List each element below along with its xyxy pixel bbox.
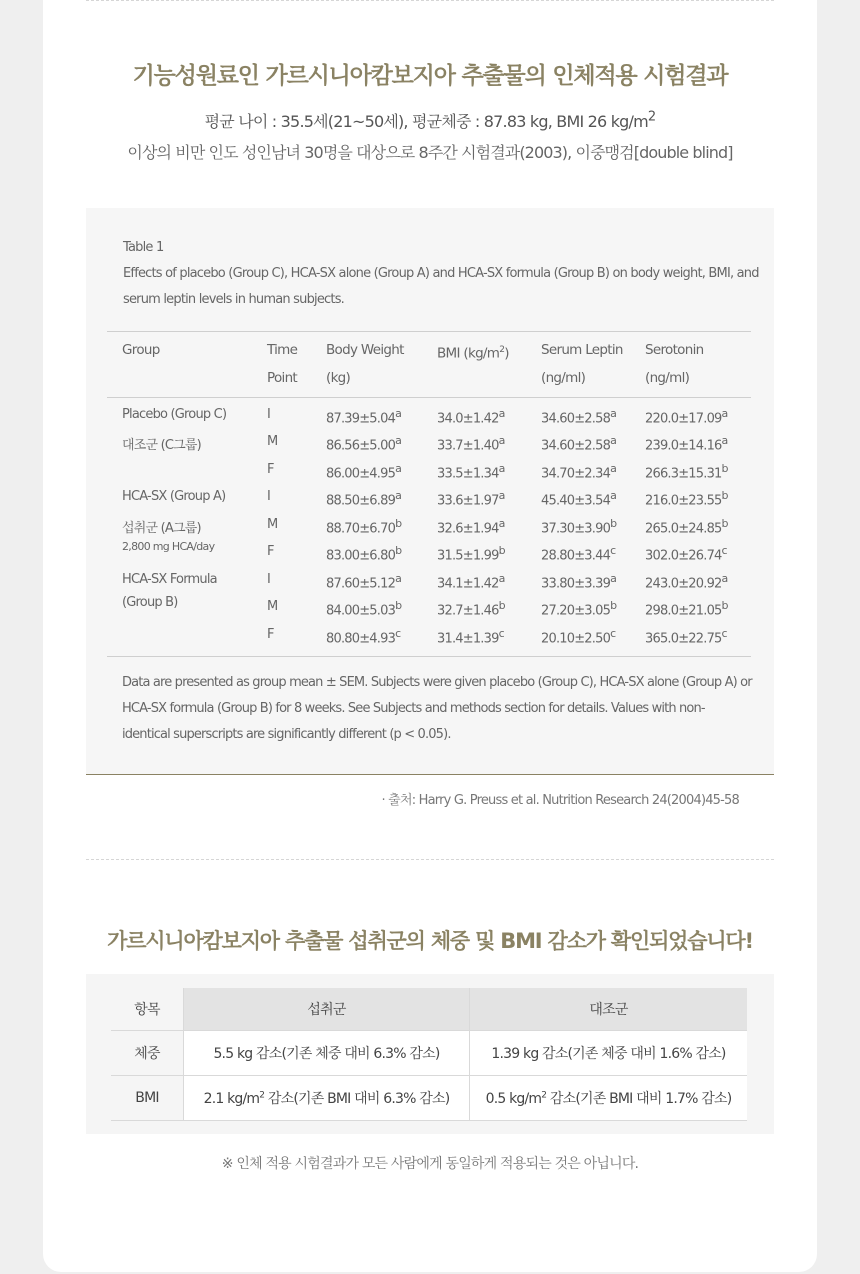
header-line: ) (504, 345, 509, 362)
cell-value: 87.60±5.12 (326, 576, 396, 592)
group-label: HCA-SX (Group A) (122, 489, 226, 504)
table-note: Data are presented as group mean ± SEM. Subjects were given placebo (Group C), HCA-SX alone (Group A) or HCA-SX formula (Group B) for 8 weeks. See Subjects and methods section for details. Values with non-identical superscripts are significantly different (p < 0.05). (122, 675, 752, 742)
bmi-cell (437, 544, 505, 563)
cell-value: 33.80±3.39 (541, 576, 611, 592)
cell-value: 32.6±1.94 (437, 521, 499, 537)
significance-superscript: a (498, 407, 505, 420)
significance-superscript: b (721, 599, 728, 612)
significance-superscript: a (498, 572, 505, 585)
significance-superscript: b (395, 599, 402, 612)
superscript: 2 (259, 1090, 265, 1101)
comparison-panel (86, 974, 774, 1134)
top-divider (86, 0, 774, 1)
header-line: (ng/ml) (541, 370, 586, 386)
table-row (111, 1031, 747, 1076)
value-part: 0.5 kg/m (485, 1091, 542, 1107)
cell-value: 32.7±1.46 (437, 603, 499, 619)
significance-superscript: b (721, 489, 728, 502)
significance-superscript: b (498, 599, 505, 612)
significance-superscript: a (395, 434, 402, 447)
cell-value: 365.0±22.75 (645, 631, 722, 647)
significance-superscript: b (610, 517, 617, 530)
bmi-cell (437, 627, 504, 646)
table-top-rule (107, 331, 751, 332)
cell-value: 84.00±5.03 (326, 603, 396, 619)
time-point-cell: F (267, 544, 274, 559)
group-label: (Group B) (122, 595, 178, 610)
significance-superscript: b (610, 599, 617, 612)
se-cell (645, 462, 728, 481)
col-header-serotonin (645, 336, 704, 392)
sl-cell (541, 572, 616, 591)
superscript: 2 (647, 109, 656, 125)
cell-value: 33.6±1.97 (437, 493, 499, 509)
cell-value: 265.0±24.85 (645, 521, 722, 537)
cell-value: 88.70±6.70 (326, 521, 396, 537)
significance-superscript: a (395, 407, 402, 420)
bmi-cell (437, 599, 505, 618)
group-label: 섭취군 (A그룹) (122, 521, 201, 536)
se-cell (645, 517, 728, 536)
section-title-trial: 기능성원료인 가르시니아캄보지아 추출물의 인체적용 시험결과 (132, 63, 728, 89)
subject-summary-text: 평균 나이 : 35.5세(21~50세), 평균체중 : 87.83 kg, BMI 26 kg/m (204, 112, 648, 131)
section-title-result: 가르시니아캄보지아 추출물 섭취군의 체중 및 BMI 감소가 확인되었습니다! (107, 929, 753, 953)
bmi-cell (437, 489, 505, 508)
disclaimer: ※ 인체 적용 시험결과가 모든 사람에게 동일하게 적용되는 것은 아닙니다. (221, 1156, 639, 1172)
sl-cell (541, 434, 616, 453)
header-line: Point (267, 370, 298, 386)
cell-value: 88.50±6.89 (326, 493, 396, 509)
header-line: Serum Leptin (541, 342, 623, 358)
superscript: 2 (541, 1090, 547, 1101)
significance-superscript: a (610, 434, 617, 447)
col-header-body-weight (326, 336, 404, 392)
cell-value: 34.0±1.42 (437, 411, 499, 427)
time-point-cell: M (267, 599, 278, 614)
bmi-cell (437, 517, 505, 536)
control-value: 1.39 kg 감소(기존 체중 대비 1.6% 감소) (470, 1031, 748, 1076)
superscript: 2 (499, 345, 505, 355)
col-header-serum-leptin (541, 336, 623, 392)
time-point-cell: I (267, 407, 271, 422)
row-label: 체중 (111, 1031, 184, 1076)
time-point-cell: M (267, 517, 278, 532)
significance-superscript: a (610, 407, 617, 420)
significance-superscript: a (721, 407, 728, 420)
significance-superscript: b (721, 462, 728, 475)
group-label: Placebo (Group C) (122, 407, 227, 422)
header-line: Time (267, 342, 298, 358)
value-part: 2.1 kg/m (203, 1091, 260, 1107)
significance-superscript: b (395, 517, 402, 530)
se-cell (645, 572, 727, 591)
cell-value: 86.00±4.95 (326, 466, 396, 482)
research-table-panel (86, 208, 774, 775)
cell-value: 31.5±1.99 (437, 548, 499, 564)
sl-cell (541, 489, 616, 508)
table-label: Table 1 (123, 240, 164, 255)
sl-cell (541, 462, 616, 481)
cell-value: 20.10±2.50 (541, 631, 611, 647)
bw-cell (326, 489, 401, 508)
significance-superscript: a (498, 462, 505, 475)
comparison-table (111, 988, 747, 1121)
significance-superscript: c (721, 627, 727, 640)
cell-value: 266.3±15.31 (645, 466, 722, 482)
intake-value: 5.5 kg 감소(기존 체중 대비 6.3% 감소) (184, 1031, 470, 1076)
bmi-cell (437, 407, 505, 426)
se-cell (645, 407, 727, 426)
significance-superscript: c (498, 627, 504, 640)
control-value (470, 1076, 748, 1121)
cell-value: 216.0±23.55 (645, 493, 722, 509)
significance-superscript: c (395, 627, 401, 640)
value-part: 감소(기존 BMI 대비 6.3% 감소) (264, 1091, 450, 1107)
significance-superscript: a (610, 489, 617, 502)
significance-superscript: b (498, 544, 505, 557)
table-row (111, 1076, 747, 1121)
source-citation: · 출처: Harry G. Preuss et al. Nutrition Research 24(2004)45-58 (381, 793, 739, 808)
section-divider (86, 859, 774, 860)
sl-cell (541, 544, 615, 563)
significance-superscript: a (721, 434, 728, 447)
significance-superscript: c (721, 544, 727, 557)
significance-superscript: a (498, 489, 505, 502)
cell-value: 80.80±4.93 (326, 631, 396, 647)
table-header-row (111, 988, 747, 1031)
time-point-cell: M (267, 434, 278, 449)
header-line: Body Weight (326, 342, 404, 358)
header-line: Serotonin (645, 342, 704, 358)
col-header-time (267, 336, 297, 392)
se-cell (645, 627, 727, 646)
se-cell (645, 599, 728, 618)
significance-superscript: c (610, 627, 616, 640)
value-part: 감소(기존 BMI 대비 1.7% 감소) (546, 1091, 732, 1107)
significance-superscript: b (395, 544, 402, 557)
cell-value: 31.4±1.39 (437, 631, 499, 647)
time-point-cell: I (267, 572, 271, 587)
cell-value: 302.0±26.74 (645, 548, 722, 564)
se-cell (645, 489, 728, 508)
header-control: 대조군 (470, 988, 748, 1031)
header-line: BMI (kg/m (437, 345, 500, 362)
significance-superscript: a (498, 434, 505, 447)
header-line: (kg) (326, 370, 351, 386)
cell-value: 28.80±3.44 (541, 548, 611, 564)
bmi-cell (437, 462, 505, 481)
cell-value: 34.60±2.58 (541, 411, 611, 427)
bw-cell (326, 599, 401, 618)
sl-cell (541, 407, 616, 426)
sl-cell (541, 599, 616, 618)
cell-value: 87.39±5.04 (326, 411, 396, 427)
cell-value: 33.5±1.34 (437, 466, 499, 482)
header-line: (ng/ml) (645, 370, 690, 386)
significance-superscript: c (610, 544, 616, 557)
significance-superscript: b (721, 517, 728, 530)
col-header-group: Group (122, 342, 160, 358)
sl-cell (541, 627, 615, 646)
se-cell (645, 434, 727, 453)
significance-superscript: a (395, 462, 402, 475)
cell-value: 27.20±3.05 (541, 603, 611, 619)
significance-superscript: a (610, 462, 617, 475)
significance-superscript: a (610, 572, 617, 585)
bw-cell (326, 517, 401, 536)
content-card (43, 0, 817, 1272)
table-caption: Effects of placebo (Group C), HCA-SX alone (Group A) and HCA-SX formula (Group B) on body weight, BMI, and serum leptin levels in human subjects. (123, 266, 759, 307)
cell-value: 239.0±14.16 (645, 438, 722, 454)
subject-description: 이상의 비만 인도 성인남녀 30명을 대상으로 8주간 시험결과(2003), 이중맹검[double blind] (127, 143, 733, 162)
header-item: 항목 (111, 988, 184, 1031)
col-header-bmi (437, 336, 509, 368)
cell-value: 34.70±2.34 (541, 466, 611, 482)
subject-summary (43, 109, 817, 132)
se-cell (645, 544, 727, 563)
table-bottom-rule (107, 656, 751, 657)
sl-cell (541, 517, 616, 536)
cell-value: 86.56±5.00 (326, 438, 396, 454)
group-label: HCA-SX Formula (122, 572, 217, 587)
significance-superscript: a (498, 517, 505, 530)
cell-value: 37.30±3.90 (541, 521, 611, 537)
time-point-cell: F (267, 462, 274, 477)
intake-value (184, 1076, 470, 1121)
group-dose: 2,800 mg HCA/day (122, 540, 215, 553)
bw-cell (326, 462, 401, 481)
cell-value: 298.0±21.05 (645, 603, 722, 619)
header-intake: 섭취군 (184, 988, 470, 1031)
table-header-rule (107, 397, 751, 398)
bmi-cell (437, 572, 505, 591)
cell-value: 33.7±1.40 (437, 438, 499, 454)
cell-value: 34.1±1.42 (437, 576, 499, 592)
bw-cell (326, 544, 401, 563)
group-label: 대조군 (C그룹) (122, 438, 201, 453)
bw-cell (326, 407, 401, 426)
bw-cell (326, 572, 401, 591)
row-label: BMI (111, 1076, 184, 1121)
bw-cell (326, 627, 400, 646)
bw-cell (326, 434, 401, 453)
significance-superscript: a (395, 572, 402, 585)
bmi-cell (437, 434, 505, 453)
significance-superscript: a (395, 489, 402, 502)
time-point-cell: F (267, 627, 274, 642)
cell-value: 220.0±17.09 (645, 411, 722, 427)
significance-superscript: a (721, 572, 728, 585)
time-point-cell: I (267, 489, 271, 504)
cell-value: 83.00±6.80 (326, 548, 396, 564)
cell-value: 45.40±3.54 (541, 493, 611, 509)
cell-value: 243.0±20.92 (645, 576, 722, 592)
cell-value: 34.60±2.58 (541, 438, 611, 454)
